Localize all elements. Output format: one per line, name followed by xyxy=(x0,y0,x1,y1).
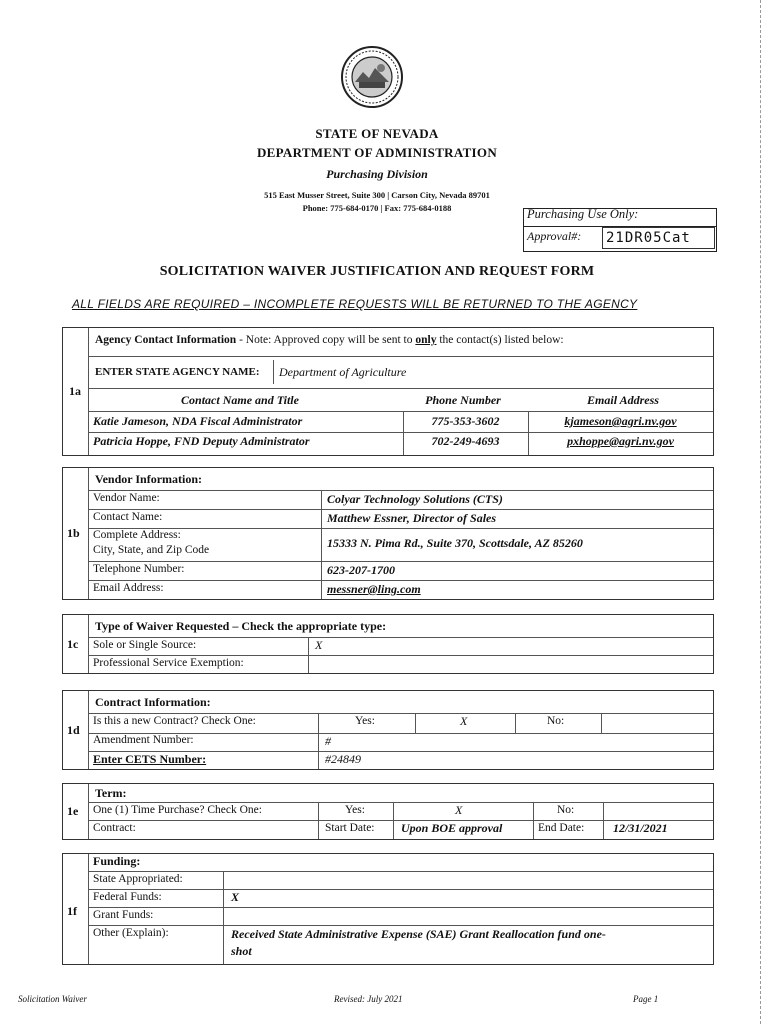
contract-label: Contract: xyxy=(93,822,136,834)
state-name: STATE OF NEVADA xyxy=(315,126,439,141)
department-phone: Phone: 775-684-0170 | Fax: 775-684-0188 xyxy=(302,203,452,213)
section-1a xyxy=(62,327,714,456)
amendment-number-label: Amendment Number: xyxy=(93,734,194,746)
column-email-address: Email Address xyxy=(587,393,659,407)
section-code: 1f xyxy=(67,904,77,918)
new-contract-yes-check[interactable]: X xyxy=(460,714,468,728)
term-heading: Term: xyxy=(95,786,127,800)
section-1b xyxy=(62,467,714,600)
page-edge-divider xyxy=(760,0,762,1024)
section-code: 1b xyxy=(67,526,80,540)
one-time-no-label: No: xyxy=(557,804,575,816)
section-code: 1d xyxy=(67,723,80,737)
other-explain-field[interactable]: Received State Administrative Expense (SAE) Grant Reallocation fund one- xyxy=(231,927,606,941)
one-time-yes-label: Yes: xyxy=(345,804,365,816)
vendor-info-heading: Vendor Information: xyxy=(95,472,203,486)
contact-name-2: Patricia Hoppe, FND Deputy Administrator xyxy=(93,434,310,448)
division-name: Purchasing Division xyxy=(326,167,428,181)
cets-number-label: Enter CETS Number: xyxy=(93,752,207,766)
department-address: 515 East Musser Street, Suite 300 | Carson City, Nevada 89701 xyxy=(264,190,490,200)
agency-contact-heading: Agency Contact Information - Note: Approved copy will be sent to only the contact(s) listed below: xyxy=(95,334,564,346)
state-appropriated-label: State Appropriated: xyxy=(93,873,183,885)
new-contract-no-label: No: xyxy=(547,715,565,727)
telephone-field[interactable]: 623-207-1700 xyxy=(327,563,395,577)
grant-funds-label: Grant Funds: xyxy=(93,909,154,921)
column-phone-number: Phone Number xyxy=(425,393,501,407)
other-explain-field-cont[interactable]: shot xyxy=(231,944,252,958)
state-seal-icon xyxy=(341,46,403,108)
professional-service-label: Professional Service Exemption: xyxy=(93,657,244,669)
cets-number-field[interactable]: #24849 xyxy=(325,752,361,766)
contact-phone-1: 775-353-3602 xyxy=(431,414,500,428)
address-label: Complete Address: xyxy=(93,529,181,541)
section-1c xyxy=(62,614,714,674)
waiver-type-heading: Type of Waiver Requested – Check the appropriate type: xyxy=(95,619,387,633)
vendor-name-label: Vendor Name: xyxy=(93,492,160,504)
contact-email-2[interactable]: pxhoppe@agri.nv.gov xyxy=(567,434,674,448)
footer-revised: Revised: July 2021 xyxy=(334,994,403,1004)
one-time-yes-check[interactable]: X xyxy=(455,803,463,817)
sole-source-label: Sole or Single Source: xyxy=(93,639,197,651)
new-contract-yes-label: Yes: xyxy=(355,715,375,727)
form-title: SOLICITATION WAIVER JUSTIFICATION AND REQUEST FORM xyxy=(159,264,595,279)
contract-info-heading: Contract Information: xyxy=(95,695,211,709)
footer-form-name: Solicitation Waiver xyxy=(18,994,87,1004)
approval-number-field[interactable]: 21DR05Cat xyxy=(602,227,715,249)
footer-page-number: Page 1 xyxy=(633,994,659,1004)
section-1f xyxy=(62,853,714,965)
start-date-label: Start Date: xyxy=(325,822,375,834)
approval-label: Approval#: xyxy=(527,229,582,243)
end-date-field[interactable]: 12/31/2021 xyxy=(613,821,668,835)
one-time-purchase-label: One (1) Time Purchase? Check One: xyxy=(93,804,262,816)
contact-email-1[interactable]: kjameson@agri.nv.gov xyxy=(564,414,677,428)
contact-name-field[interactable]: Matthew Essner, Director of Sales xyxy=(327,511,497,525)
contact-name-label: Contact Name: xyxy=(93,511,163,523)
vendor-name-field[interactable]: Colyar Technology Solutions (CTS) xyxy=(327,492,503,506)
contact-name-1: Katie Jameson, NDA Fiscal Administrator xyxy=(93,414,303,428)
purchasing-use-only-box xyxy=(523,208,717,252)
address-label-sub: City, State, and Zip Code xyxy=(93,544,210,556)
funding-heading: Funding: xyxy=(93,854,141,868)
amendment-number-field[interactable]: # xyxy=(325,734,331,748)
other-explain-label: Other (Explain): xyxy=(93,927,169,939)
section-1e xyxy=(62,783,714,840)
start-date-field[interactable]: Upon BOE approval xyxy=(401,821,503,835)
section-code: 1a xyxy=(69,384,81,398)
agency-name-field[interactable]: Department of Agriculture xyxy=(279,365,407,379)
section-code: 1c xyxy=(67,637,79,651)
end-date-label: End Date: xyxy=(538,822,585,834)
contact-phone-2: 702-249-4693 xyxy=(431,434,500,448)
email-field[interactable]: messner@ling.com xyxy=(327,582,421,596)
section-code: 1e xyxy=(67,804,79,818)
column-contact-name: Contact Name and Title xyxy=(181,393,299,407)
email-label: Email Address: xyxy=(93,582,164,594)
telephone-label: Telephone Number: xyxy=(93,563,185,575)
section-1d xyxy=(62,690,714,770)
address-field[interactable]: 15333 N. Pima Rd., Suite 370, Scottsdale, AZ 85260 xyxy=(327,536,583,550)
federal-funds-check[interactable]: X xyxy=(231,890,240,904)
sole-source-check[interactable]: X xyxy=(315,638,323,652)
new-contract-label: Is this a new Contract? Check One: xyxy=(93,715,256,727)
federal-funds-label: Federal Funds: xyxy=(93,891,162,903)
agency-name-label: ENTER STATE AGENCY NAME: xyxy=(95,366,260,378)
purchasing-use-only-label: Purchasing Use Only: xyxy=(527,207,639,221)
department-name: DEPARTMENT OF ADMINISTRATION xyxy=(256,145,498,160)
form-subtitle: ALL FIELDS ARE REQUIRED – INCOMPLETE REQUESTS WILL BE RETURNED TO THE AGENCY xyxy=(72,297,638,311)
